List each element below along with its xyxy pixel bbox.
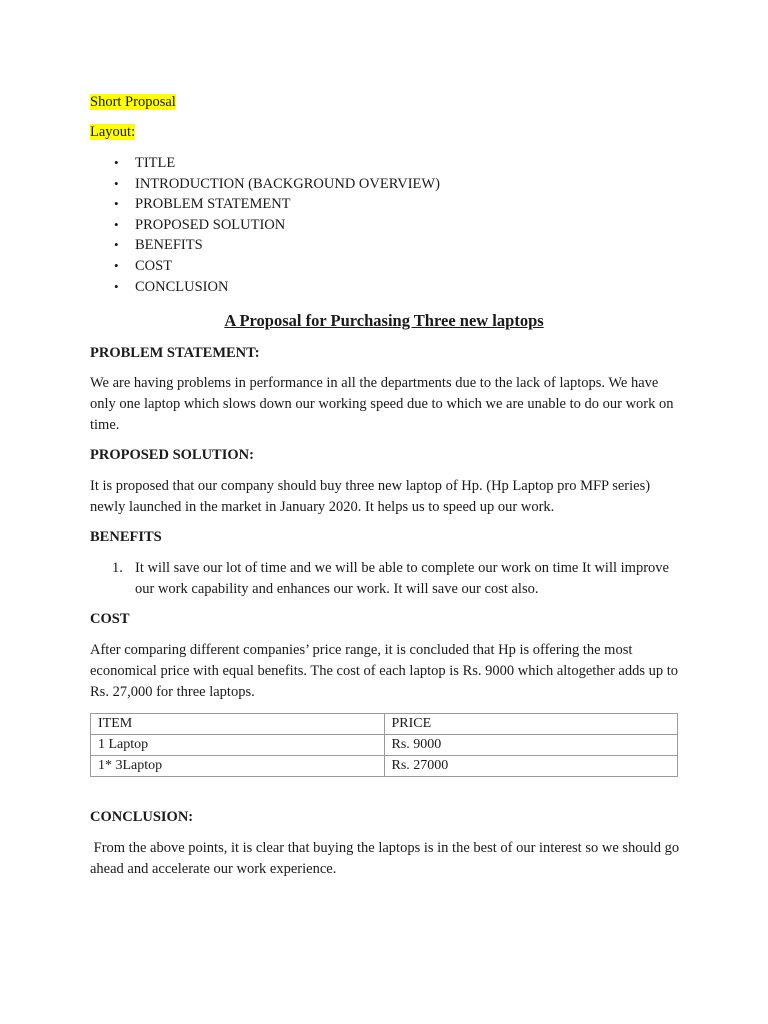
layout-list-item: • COST bbox=[114, 257, 173, 274]
table-cell: 1* 3Laptop bbox=[91, 756, 385, 777]
cost-text: After comparing different companies’ price range, it is concluded that Hp is offering the most economical price with equal benefits. The cost of each laptop is Rs. 9000 which altogether adds up to Rs. 27,000 for three laptops. bbox=[90, 642, 679, 700]
conclusion-text: From the above points, it is clear that buying the laptops is in the best of our interest so we should go ahead and accelerate our work experience. bbox=[90, 840, 683, 877]
bullet-icon: • bbox=[114, 155, 119, 170]
bullet-icon: • bbox=[114, 216, 119, 232]
proposed-solution-heading: PROPOSED SOLUTION: bbox=[90, 447, 254, 463]
layout-list-item: • PROPOSED SOLUTION bbox=[114, 216, 286, 233]
proposed-solution-text: It is proposed that our company should buy three new laptop of Hp. (Hp Laptop pro MFP series) newly launched in the market in January 2020. It helps us to speed up our work. bbox=[90, 478, 651, 515]
table-header-row bbox=[91, 714, 678, 735]
table-cell: Rs. 27000 bbox=[384, 756, 678, 777]
benefit-item bbox=[90, 558, 680, 600]
layout-list-item: • PROBLEM STATEMENT bbox=[114, 196, 291, 213]
layout-list-item: • TITLE bbox=[114, 155, 176, 171]
document-title: A Proposal for Purchasing Three new laptops bbox=[224, 311, 544, 330]
layout-list-item: • INTRODUCTION (BACKGROUND OVERVIEW) bbox=[114, 175, 440, 192]
table-header-cell: PRICE bbox=[384, 714, 678, 735]
cost-heading: COST bbox=[90, 611, 130, 627]
table-cell: Rs. 9000 bbox=[384, 735, 678, 756]
table-header-cell: ITEM bbox=[91, 714, 385, 735]
bullet-icon: • bbox=[114, 257, 119, 273]
short-proposal-label bbox=[90, 94, 176, 111]
table-row bbox=[91, 735, 678, 756]
short-proposal-highlight: Short Proposal bbox=[90, 94, 176, 110]
problem-statement-heading: PROBLEM STATEMENT: bbox=[90, 345, 260, 361]
layout-label bbox=[90, 124, 135, 141]
bullet-icon: • bbox=[114, 175, 119, 191]
layout-list-item: • CONCLUSION bbox=[114, 278, 229, 295]
bullet-icon: • bbox=[114, 237, 119, 253]
conclusion-heading: CONCLUSION: bbox=[90, 809, 194, 825]
table-cell: 1 Laptop bbox=[91, 735, 385, 756]
cost-table bbox=[90, 713, 678, 777]
problem-statement-text: We are having problems in performance in all the departments due to the lack of laptops. We have only one laptop which slows down our working speed due to which we are unable to do our work on time. bbox=[90, 375, 674, 433]
benefit-text: It will save our lot of time and we will be able to complete our work on time It will improve our work capability and enhances our work. It will save our cost also. bbox=[135, 560, 669, 597]
benefits-heading: BENEFITS bbox=[90, 529, 162, 545]
layout-highlight: Layout: bbox=[90, 124, 136, 140]
benefit-number: 1. bbox=[112, 560, 123, 576]
table-row bbox=[91, 756, 678, 777]
layout-list bbox=[90, 153, 440, 297]
bullet-icon: • bbox=[114, 278, 119, 294]
layout-list-item: • BENEFITS bbox=[114, 237, 203, 254]
bullet-icon: • bbox=[114, 196, 119, 212]
